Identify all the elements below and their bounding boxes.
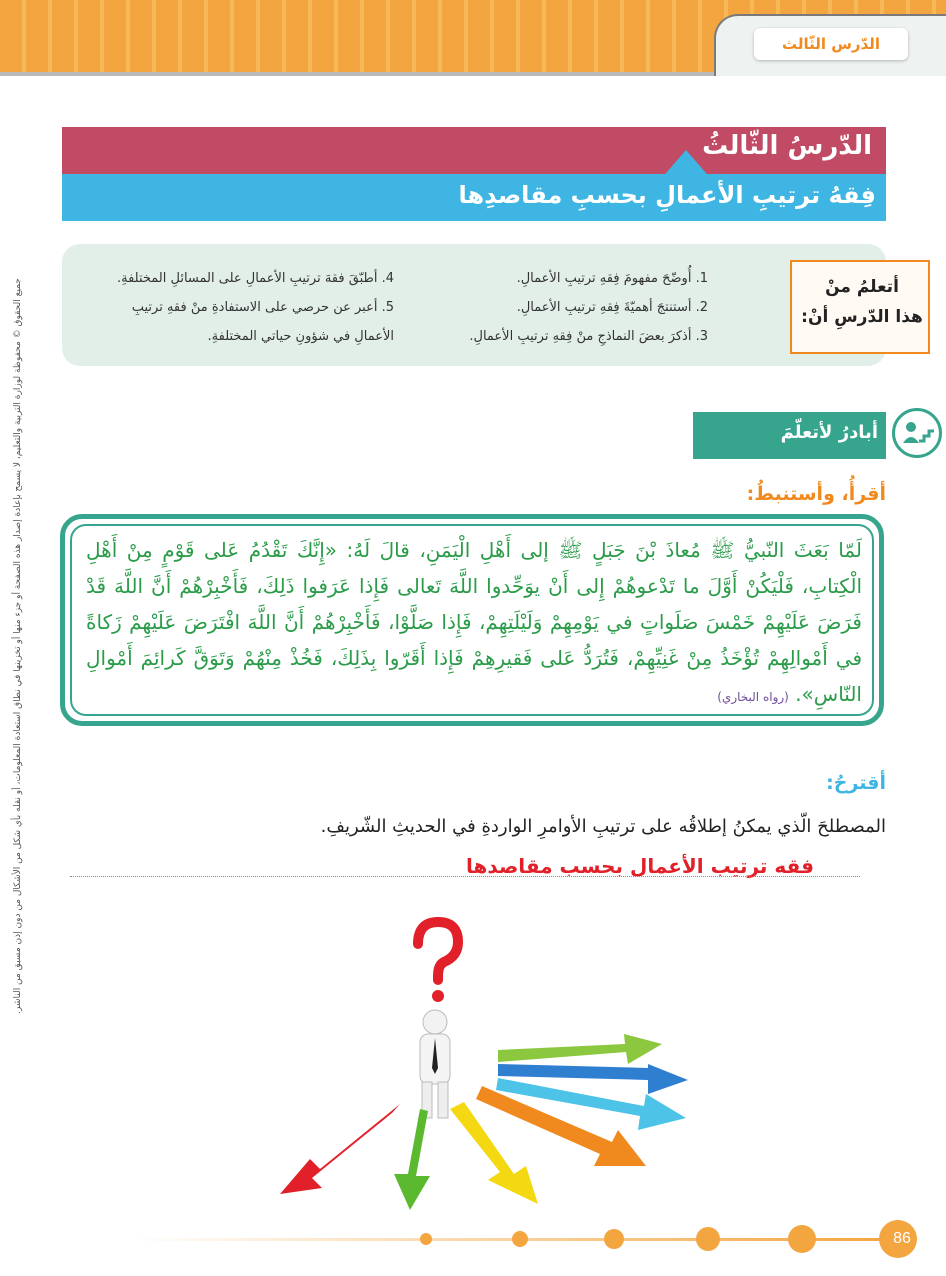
suggest-question: المصطلحَ الّذي يمكنُ إطلاقُه على ترتيبِ الأوامرِ الواردةِ في الحديثِ الشّريفِ. <box>320 816 886 837</box>
objective-item-5: 5. أعبر عن حرصي على الاستفادةِ منْ فقهِ ترتيبِ الأعمالِ في شؤونِ حياتي المختلفةِ. <box>131 300 394 344</box>
arrow-red <box>280 1104 400 1194</box>
lesson-title: الدّرسُ الثّالثُ <box>702 131 872 161</box>
objectives-list-left <box>88 264 394 351</box>
hadith-narrator: (رواه البخاري) <box>717 690 789 704</box>
start-learning-label: أبادرُ لأتعلّمَ <box>780 422 878 443</box>
decision-arrows-illustration <box>260 904 710 1214</box>
hadith-text <box>86 532 862 715</box>
objectives-list-right <box>458 264 708 351</box>
objective-item-2: 2. أستنتجَ أهميّةَ فِقهِ ترتيبِ الأعمالِ. <box>516 300 708 315</box>
arrow-lime <box>498 1034 662 1064</box>
arrow-green <box>394 1109 430 1210</box>
suggest-heading: أقترحُ: <box>826 772 886 794</box>
objective-item-1: 1. أُوضّحَ مفهومَ فِقهِ ترتيبِ الأعمالِ. <box>516 271 708 286</box>
objectives-label-line1: أتعلمُ منْ <box>825 277 899 297</box>
page-number: 86 <box>893 1230 911 1247</box>
chapter-tab-label: الدّرس الثّالث <box>754 28 908 60</box>
question-mark-icon <box>418 922 458 1002</box>
hadith-body: لَمّا بَعَثَ النّبيُّ ﷺ مُعاذَ بْنَ جَبَلٍ ﷺ إلى أَهْلِ الْيَمَنِ، قالَ لَهُ: «إِنَّكَ تَقْدُمُ عَلى قَوْمٍ مِنْ أَهْلِ الْكِتابِ، فَلْيَكُنْ أَوَّلَ ما تَدْعوهُمْ إِلى أَنْ يوَحِّدوا اللَّهَ تَعالى فَإِذا عَرَفوا ذَلِكَ، فَأَخْبِرْهُمْ أَنَّ اللَّهَ قَدْ فَرَضَ عَلَيْهِمْ خَمْسَ صَلَواتٍ في يَوْمِهِمْ وَلَيْلَتِهِمْ، فَإِذا صَلَّوْا، فَأَخْبِرْهُمْ أَنَّ اللَّهَ افْتَرَضَ عَلَيْهِمْ زَكاةً في أَمْوالِهِمْ تُؤْخَذُ مِنْ غَنِيِّهِمْ، فَتُرَدُّ عَلى فَقيرِهِمْ فَإِذا أَقَرّوا بِذَلِكَ، فَخُذْ مِنْهُمْ وَتَوَقَّ كَرائِمَ أَمْوالِ النّاسِ». <box>86 538 862 706</box>
objectives-label <box>794 272 930 332</box>
read-deduce-heading: أقرأُ، وأستنبطُ: <box>746 483 886 505</box>
objective-item-3: 3. أذكرَ بعضَ النماذجِ منْ فِقهِ ترتيبِ الأعمالِ. <box>469 329 708 344</box>
suggest-answer: فقه ترتيب الأعمال بحسب مقاصدها <box>466 854 814 878</box>
objectives-label-line2: هذا الدّرسِ أنْ: <box>801 307 923 327</box>
answer-line <box>70 876 860 877</box>
objective-item-4: 4. أطبّقَ فقهَ ترتيبِ الأعمالِ على المسائلِ المختلفةِ. <box>116 271 394 286</box>
footer-star-decorations <box>410 1220 940 1260</box>
person-figure-icon <box>420 1010 450 1118</box>
learner-stairs-icon <box>892 408 942 458</box>
lesson-subtitle: فِقهُ ترتيبِ الأعمالِ بحسبِ مقاصدِها <box>458 181 876 209</box>
copyright-side-note: جميع الحقوق © محفوظة لوزارة التربية والتعليم، لا يسمح بإعادة إصدار هذه الصفحة أو جزء منها أو تخزينها في نطاق استعادة المعلومات، أو نقله بأي شكل من الأشكال من دون إذن مسبق من الناشر. <box>13 278 23 1014</box>
